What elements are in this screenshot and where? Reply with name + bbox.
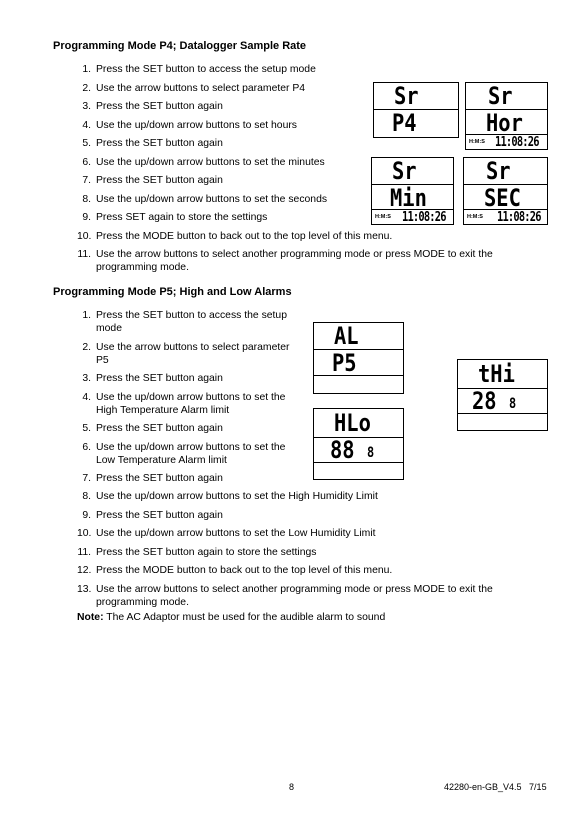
step-text: Press the SET button again — [96, 138, 223, 149]
step-text: Use the arrow buttons to select another programming mode or press MODE to exit the programming mode. — [96, 249, 493, 273]
section-p5-heading: Programming Mode P5; High and Low Alarms — [53, 286, 292, 298]
hms-label: H:M:S — [375, 214, 391, 220]
step-number: 4. — [82, 391, 91, 403]
p5-steps-list-narrow — [77, 309, 305, 491]
lcd-display-high-temp — [457, 359, 548, 431]
step-text: Press the SET button to access the setup mode — [96, 64, 316, 75]
lcd-time-readout: 11:08:26 — [402, 210, 446, 225]
lcd-time-readout: 11:08:26 — [497, 210, 541, 225]
p5-steps-list-wide — [77, 490, 537, 614]
lcd-time-readout: 11:08:26 — [495, 135, 539, 150]
step-text: Use the up/down arrow buttons to set the Low Temperature Alarm limit — [96, 441, 286, 466]
alarm-note — [77, 612, 385, 623]
lcd-top-text: HLo — [334, 409, 371, 437]
step-number: 1. — [82, 64, 91, 75]
lcd-mid-decimal: 8 — [367, 445, 375, 461]
step-text: Use the up/down arrow buttons to set the Low Humidity Limit — [96, 528, 376, 539]
list-item — [77, 422, 305, 435]
lcd-display-seconds — [463, 157, 548, 225]
lcd-top-text: AL — [334, 323, 359, 350]
step-text: Press the SET button again — [96, 175, 223, 186]
step-text: Use the arrow buttons to select parameter P4 — [96, 82, 306, 94]
step-number: 8. — [82, 193, 91, 205]
lcd-mid-decimal: 8 — [509, 396, 517, 412]
lcd-mid-text: SEC — [484, 185, 521, 210]
step-number: 6. — [82, 156, 91, 168]
step-text: Press the SET button again — [96, 423, 223, 434]
step-text: Use the up/down arrow buttons to set the seconds — [96, 193, 328, 205]
step-text: Press the SET button to access the setup mode — [96, 310, 287, 334]
lcd-mid-text: P5 — [332, 350, 357, 376]
step-text: Press SET again to store the settings — [96, 212, 268, 223]
step-text: Use the arrow buttons to select parameter P5 — [96, 341, 290, 366]
step-number: 2. — [82, 341, 91, 353]
lcd-display-p4 — [373, 82, 459, 138]
lcd-top-text: Sr — [394, 83, 419, 110]
step-text: Use the up/down arrow buttons to set hours — [96, 119, 297, 131]
step-number: 11. — [77, 546, 91, 558]
list-item — [77, 546, 537, 559]
step-number: 1. — [82, 310, 91, 321]
step-number: 5. — [82, 423, 91, 434]
lcd-mid-text: P4 — [392, 110, 417, 136]
lcd-display-low-temp — [313, 408, 404, 480]
note-text: The AC Adaptor must be used for the audible alarm to sound — [103, 612, 386, 623]
list-item — [77, 372, 305, 385]
lcd-mid-text: 88 — [330, 438, 355, 463]
lcd-top-text: Sr — [392, 158, 417, 185]
step-number: 9. — [82, 509, 91, 521]
step-number: 12. — [77, 565, 92, 576]
step-number: 7. — [82, 473, 91, 484]
step-number: 5. — [82, 138, 91, 149]
step-number: 10. — [77, 528, 92, 539]
step-number: 7. — [82, 175, 91, 186]
step-text: Use the up/down arrow buttons to set the minutes — [96, 156, 325, 168]
list-item — [77, 472, 305, 485]
lcd-top-text: tHi — [478, 360, 515, 388]
lcd-mid-text: Hor — [486, 110, 523, 135]
step-text: Press the MODE button to back out to the top level of this menu. — [96, 565, 393, 576]
document-id: 42280-en-GB_V4.5 7/15 — [444, 782, 547, 792]
step-number: 11. — [77, 249, 91, 260]
lcd-display-hours — [465, 82, 548, 150]
list-item — [77, 490, 537, 503]
section-p4-heading: Programming Mode P4; Datalogger Sample Rate — [53, 40, 307, 52]
step-text: Use the up/down arrow buttons to set the High Humidity Limit — [96, 491, 378, 502]
list-item — [77, 509, 537, 522]
step-number: 10. — [77, 230, 92, 242]
step-number: 13. — [77, 583, 92, 595]
lcd-display-p5 — [313, 322, 404, 394]
lcd-mid-text: 28 — [472, 389, 497, 414]
list-item — [77, 391, 305, 417]
lcd-display-minutes — [371, 157, 454, 225]
hms-label: H:M:S — [467, 214, 483, 220]
list-item — [77, 583, 537, 609]
step-number: 6. — [82, 441, 91, 453]
list-item — [77, 230, 537, 243]
step-number: 3. — [82, 101, 91, 112]
hms-label: H:M:S — [469, 139, 485, 145]
list-item — [77, 441, 305, 467]
note-label: Note: — [77, 612, 104, 623]
step-text: Press the SET button again to store the settings — [96, 546, 317, 558]
step-text: Press the SET button again — [96, 373, 223, 384]
step-text: Press the SET button again — [96, 509, 223, 521]
list-item — [77, 564, 537, 577]
list-item — [77, 248, 537, 274]
step-text: Press the MODE button to back out to the top level of this menu. — [96, 230, 393, 242]
step-number: 8. — [82, 491, 91, 502]
lcd-top-text: Sr — [486, 158, 511, 185]
lcd-mid-text: Min — [390, 185, 427, 210]
step-text: Use the up/down arrow buttons to set the High Temperature Alarm limit — [96, 391, 286, 416]
step-number: 3. — [82, 373, 91, 384]
list-item — [77, 527, 537, 540]
list-item — [77, 309, 305, 335]
step-number: 9. — [82, 212, 91, 223]
lcd-top-text: Sr — [488, 83, 513, 110]
step-number: 2. — [82, 82, 91, 94]
list-item — [77, 341, 305, 367]
step-text: Press the SET button again — [96, 101, 223, 112]
step-text: Use the arrow buttons to select another programming mode or press MODE to exit the programming mode. — [96, 583, 493, 608]
list-item — [77, 63, 537, 76]
step-number: 4. — [82, 119, 91, 131]
step-text: Press the SET button again — [96, 473, 223, 484]
page-number: 8 — [289, 782, 295, 792]
